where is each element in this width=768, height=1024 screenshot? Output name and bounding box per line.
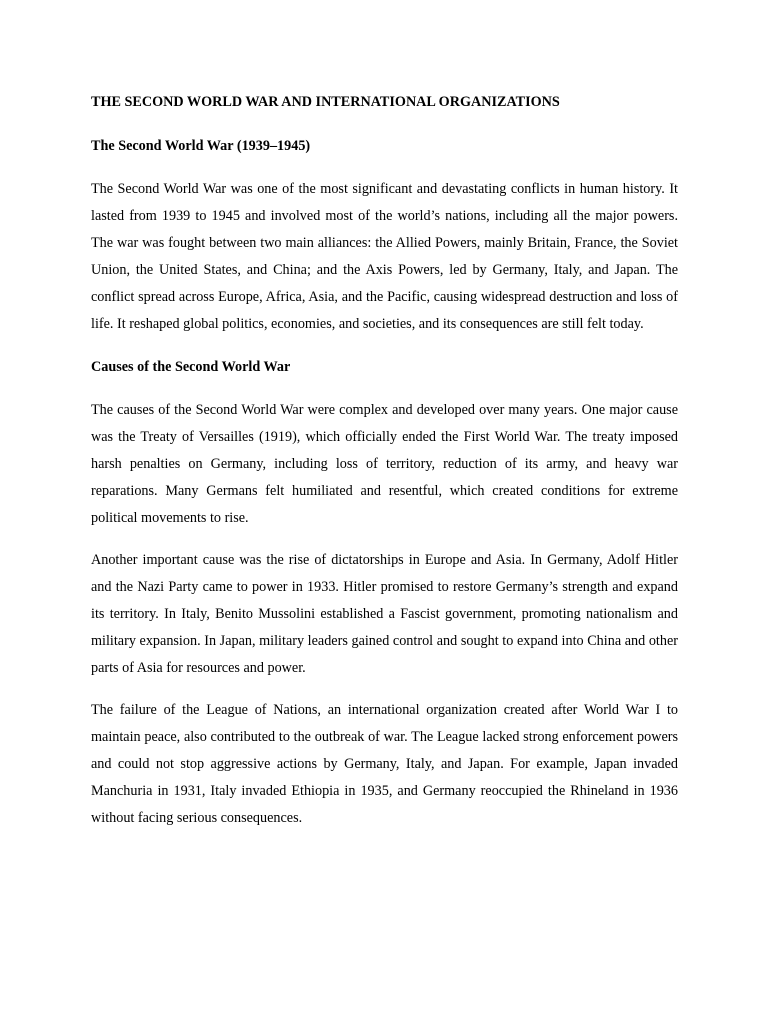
document-page <box>91 92 678 851</box>
document-title: THE SECOND WORLD WAR AND INTERNATIONAL ORGANIZATIONS <box>91 94 560 110</box>
section-heading: The Second World War (1939–1945) <box>91 138 311 154</box>
section-second-world-war <box>91 136 678 338</box>
paragraph: The causes of the Second World War were complex and developed over many years. One major cause was the Treaty of Versailles (1919), which officially ended the First World War. The treaty imposed harsh penalties on Germany, including loss of territory, reduction of its army, and heavy war reparations. Many Germans felt humiliated and resentful, which created conditions for extreme political movements to rise. <box>91 402 678 526</box>
paragraph: Another important cause was the rise of dictatorships in Europe and Asia. In Germany, Adolf Hitler and the Nazi Party came to power in 1933. Hitler promised to restore Germany’s strength and expand its territory. In Italy, Benito Mussolini established a Fascist government, promoting nationalism and military expansion. In Japan, military leaders gained control and sought to expand into China and other parts of Asia for resources and power. <box>91 552 678 676</box>
section-causes <box>91 357 678 832</box>
section-heading: Causes of the Second World War <box>91 359 291 375</box>
paragraph: The Second World War was one of the most significant and devastating conflicts in human history. It lasted from 1939 to 1945 and involved most of the world’s nations, including all the major powers. The war was fought between two main alliances: the Allied Powers, mainly Britain, France, the Soviet Union, the United States, and China; and the Axis Powers, led by Germany, Italy, and Japan. The conflict spread across Europe, Africa, Asia, and the Pacific, causing widespread destruction and loss of life. It reshaped global politics, economies, and societies, and its consequences are still felt today. <box>91 181 678 332</box>
paragraph: The failure of the League of Nations, an international organization created after World War I to maintain peace, also contributed to the outbreak of war. The League lacked strong enforcement powers and could not stop aggressive actions by Germany, Italy, and Japan. For example, Japan invaded Manchuria in 1931, Italy invaded Ethiopia in 1935, and Germany reoccupied the Rhineland in 1936 without facing serious consequences. <box>91 702 678 826</box>
